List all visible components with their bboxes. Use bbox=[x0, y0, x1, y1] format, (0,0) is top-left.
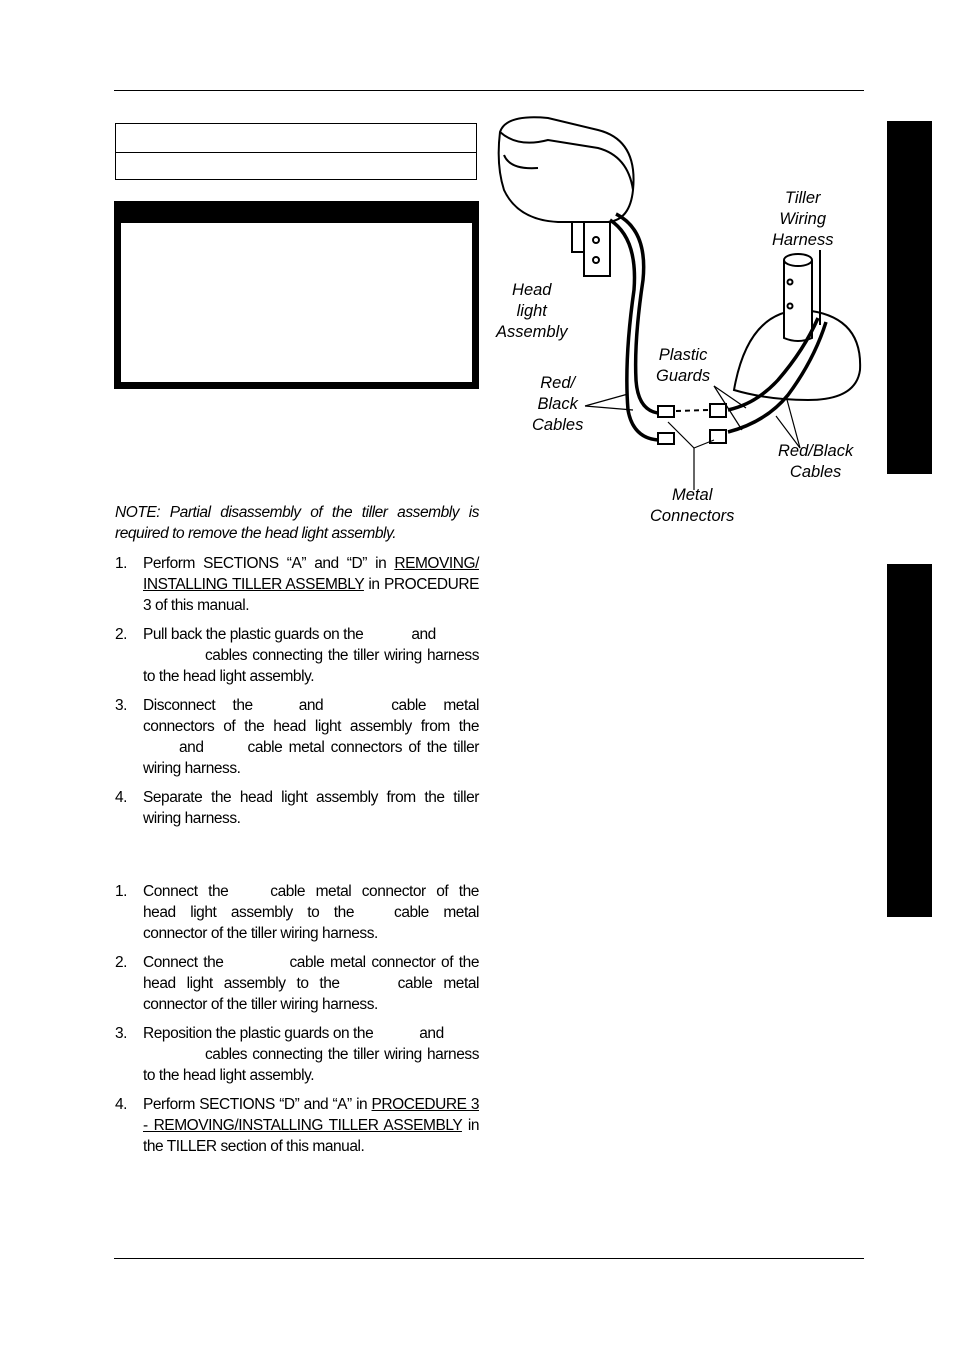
step-text: Perform SECTIONS “D” and “A” in PROCEDURE 3 - REMOVING/INSTALLING TILLER ASSEMBLY in the TILLER section of this manual. bbox=[143, 1096, 479, 1155]
procedure-reference: PROCEDURE 3 - REMOVING/INSTALLING TILLER ASSEMBLY bbox=[143, 1096, 479, 1134]
list-item bbox=[115, 1023, 479, 1086]
step-text: Connect the cable metal connector of the head light assembly to the cable metal connector of the tiller wiring harness. bbox=[143, 883, 479, 942]
step-text: Disconnect the and cable metal connectors of the head light assembly from theand cable metal connectors of the tiller wiring harness. bbox=[143, 697, 479, 777]
step-text: Separate the head light assembly from the tiller wiring harness. bbox=[143, 789, 479, 827]
warning-box-body bbox=[121, 223, 472, 382]
removing-steps bbox=[115, 553, 479, 837]
step-text: Reposition the plastic guards on the and cables connecting the tiller wiring harness to the head light assembly. bbox=[143, 1025, 479, 1084]
section-tab-lower bbox=[887, 564, 932, 917]
step-number: 4. bbox=[115, 789, 128, 806]
step-text: Perform SECTIONS “A” and “D” in REMOVING/ INSTALLING TILLER ASSEMBLY in PROCEDURE 3 of this manual. bbox=[143, 555, 479, 614]
metal-connector bbox=[658, 433, 674, 444]
step-number: 1. bbox=[115, 555, 128, 572]
section-tab-upper bbox=[887, 121, 932, 474]
warning-box bbox=[114, 201, 479, 389]
label-head-light-assembly: Head light Assembly bbox=[496, 281, 568, 341]
mounting-bracket bbox=[584, 222, 610, 276]
list-item bbox=[115, 881, 479, 944]
step-number: 2. bbox=[115, 626, 128, 643]
label-tiller-wiring-harness: Tiller Wiring Harness bbox=[772, 189, 834, 249]
label-metal-connectors: Metal Connectors bbox=[650, 486, 735, 525]
list-item bbox=[115, 624, 479, 687]
label-plastic-guards: Plastic Guards bbox=[656, 346, 711, 385]
plastic-guard bbox=[710, 404, 726, 417]
step-text: Pull back the plastic guards on the and cables connecting the tiller wiring harness to the head light assembly. bbox=[143, 626, 479, 685]
list-item bbox=[115, 1094, 479, 1157]
step-number: 4. bbox=[115, 1096, 128, 1113]
list-item bbox=[115, 695, 479, 779]
head-light-housing bbox=[499, 117, 634, 222]
title-box-divider bbox=[116, 152, 476, 153]
procedure-title-box bbox=[115, 123, 477, 180]
cable-upper bbox=[616, 214, 658, 413]
header-rule bbox=[114, 90, 864, 91]
step-number: 2. bbox=[115, 954, 128, 971]
list-item bbox=[115, 553, 479, 616]
label-red-black-cables-left: Red/ Black Cables bbox=[532, 374, 584, 434]
label-red-black-cables-right: Red/Black Cables bbox=[778, 442, 854, 481]
head-light-wiring-figure bbox=[488, 110, 878, 540]
step-number: 1. bbox=[115, 883, 128, 900]
cable-lower bbox=[610, 220, 658, 440]
footer-rule bbox=[114, 1258, 864, 1259]
note-text: NOTE: Partial disassembly of the tiller assembly is required to remove the head light assembly. bbox=[115, 504, 479, 542]
step-number: 3. bbox=[115, 697, 128, 714]
list-item bbox=[115, 787, 479, 829]
procedure-reference: REMOVING/ INSTALLING TILLER ASSEMBLY bbox=[143, 555, 479, 593]
installing-steps bbox=[115, 881, 479, 1165]
step-number: 3. bbox=[115, 1025, 128, 1042]
metal-connector bbox=[658, 406, 674, 417]
step-text: Connect the cable metal connector of the head light assembly to the cable metal connector of the tiller wiring harness. bbox=[143, 954, 479, 1013]
list-item bbox=[115, 952, 479, 1015]
